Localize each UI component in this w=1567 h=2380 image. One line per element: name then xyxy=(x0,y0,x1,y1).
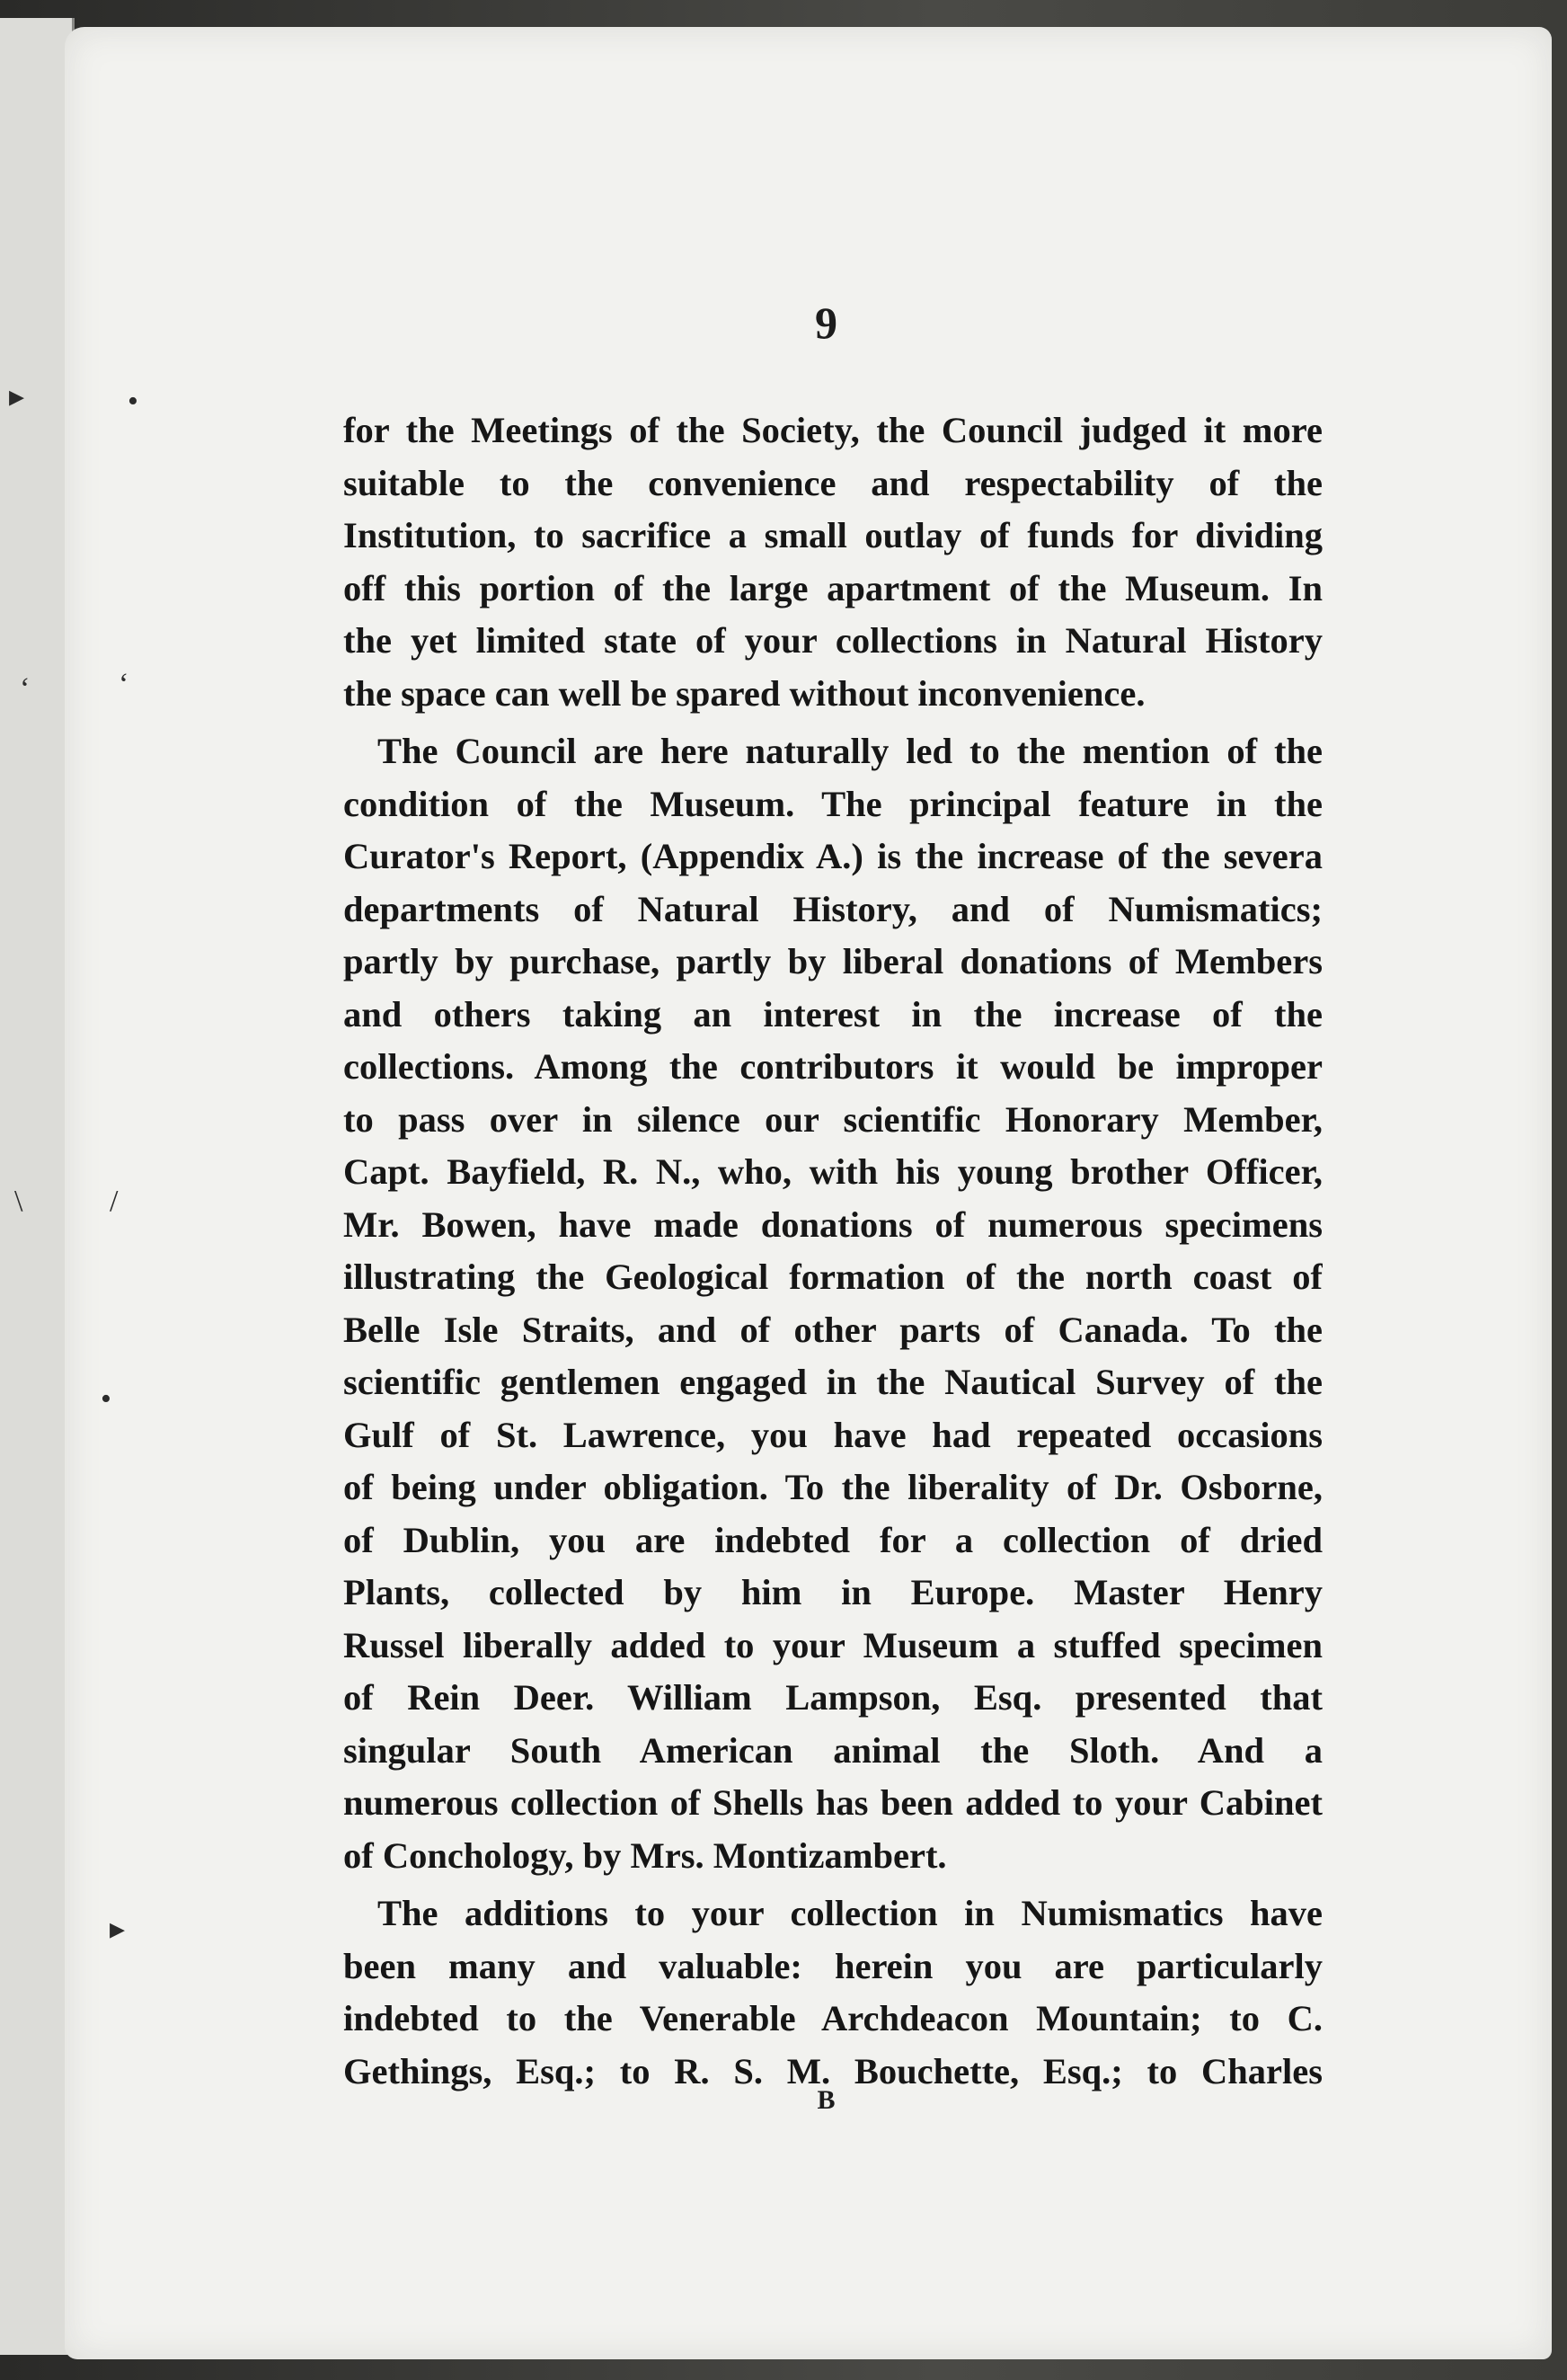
previous-page-edge xyxy=(0,18,75,2355)
text-line: suitable to the convenience and respectability of the xyxy=(343,462,1323,503)
margin-tick-mark: ‘ xyxy=(119,668,129,701)
text-line: condition of the Museum. The principal feature in the xyxy=(343,783,1323,824)
text-line: Gethings, Esq.; to R. S. M. Bouchette, Esq.; to Charles xyxy=(343,2050,1323,2091)
text-line: been many and valuable: herein you are particularly xyxy=(343,1945,1323,1986)
text-line: of Dublin, you are indebted for a collection of dried xyxy=(343,1519,1323,1560)
margin-tick-mark: ‘ xyxy=(20,672,31,706)
text-line: Curator's Report, (Appendix A.) is the increase of the severa xyxy=(343,836,1323,876)
text-line: to pass over in silence our scientific Honorary Member, xyxy=(343,1098,1323,1140)
text-line: the space can well be spared without inconvenience. xyxy=(343,672,1146,714)
text-line: partly by purchase, partly by liberal donations of Members xyxy=(343,941,1323,981)
margin-bullet-mark: ▸ xyxy=(110,1913,126,1946)
text-line: off this portion of the large apartment of the Museum. In xyxy=(343,567,1323,608)
page-number: 9 xyxy=(815,298,837,348)
text-line: Institution, to sacrifice a small outlay of funds for dividing xyxy=(343,515,1323,555)
text-line: for the Meetings of the Society, the Council judged it more xyxy=(343,410,1323,450)
text-line: Gulf of St. Lawrence, you have had repeated occasions xyxy=(343,1414,1323,1455)
text-line: Russel liberally added to your Museum a stuffed specimen xyxy=(343,1624,1323,1665)
margin-slash-mark: \ xyxy=(14,1185,23,1218)
text-line: scientific gentlemen engaged in the Nautical Survey of the xyxy=(343,1362,1323,1402)
text-line: collections. Among the contributors it would be improper xyxy=(343,1046,1323,1087)
text-line: singular South American animal the Sloth. And a xyxy=(343,1729,1323,1771)
text-line: the yet limited state of your collections in Natural History xyxy=(343,620,1323,661)
text-line: The additions to your collection in Numismatics have xyxy=(377,1893,1323,1933)
margin-bullet-mark: ▸ xyxy=(9,380,25,413)
text-line: numerous collection of Shells has been added to your Cabinet xyxy=(343,1782,1323,1823)
text-line: of Rein Deer. William Lampson, Esq. presented that xyxy=(343,1677,1323,1718)
text-line: departments of Natural History, and of Numismatics; xyxy=(343,888,1323,929)
text-line: Belle Isle Straits, and of other parts of Canada. To the xyxy=(343,1309,1323,1350)
text-line: Capt. Bayfield, R. N., who, with his young brother Officer, xyxy=(343,1151,1323,1192)
text-line: Mr. Bowen, have made donations of numerous specimens xyxy=(343,1203,1323,1245)
text-line: of Conchology, by Mrs. Montizambert. xyxy=(343,1834,947,1876)
margin-bullet-mark: • xyxy=(128,385,138,418)
signature-mark: B xyxy=(817,2085,836,2115)
margin-bullet-mark: • xyxy=(101,1382,111,1416)
margin-slash-mark: / xyxy=(110,1185,119,1218)
body-text xyxy=(343,404,1323,2098)
text-line: Plants, collected by him in Europe. Master Henry xyxy=(343,1572,1323,1612)
text-line: of being under obligation. To the liberality of Dr. Osborne, xyxy=(343,1467,1323,1507)
book-page xyxy=(9,27,1552,2359)
text-line: indebted to the Venerable Archdeacon Mountain; to C. xyxy=(343,1998,1323,2038)
text-line: and others taking an interest in the increase of the xyxy=(343,993,1323,1035)
text-line: The Council are here naturally led to the mention of the xyxy=(377,731,1323,771)
text-line: illustrating the Geological formation of the north coast of xyxy=(343,1257,1323,1297)
